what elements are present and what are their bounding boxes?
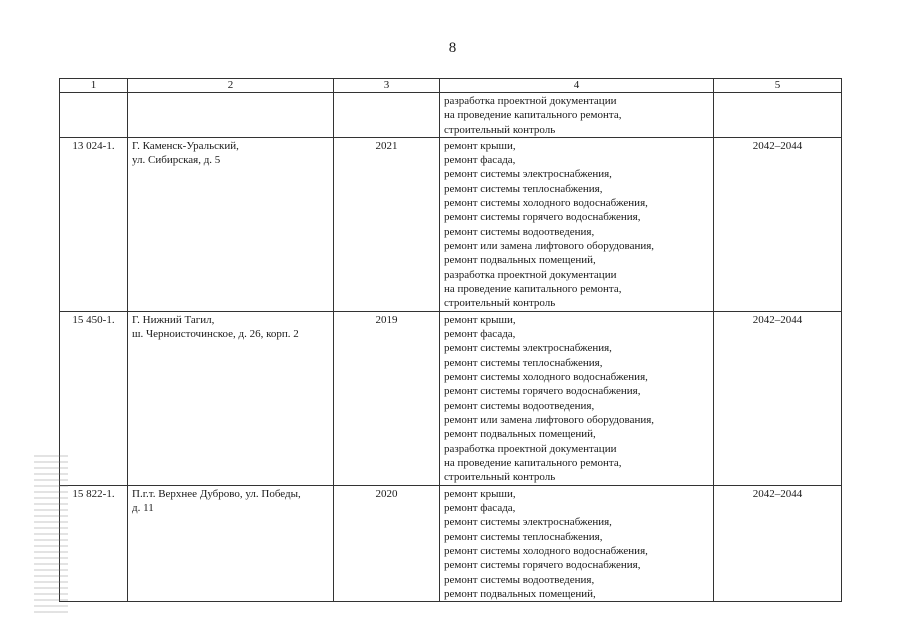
address-line: П.г.т. Верхнее Дуброво, ул. Победы, xyxy=(132,487,301,500)
cell-address xyxy=(128,137,334,311)
page-number: 8 xyxy=(448,40,457,56)
work-item: ремонт системы горячего водоснабжения, xyxy=(444,559,641,572)
cell-number: 13 024-1. xyxy=(60,137,128,311)
column-header-4: 4 xyxy=(440,79,714,93)
work-item: ремонт системы холодного водоснабжения, xyxy=(444,197,648,210)
work-item: ремонт системы водоотведения, xyxy=(444,225,595,238)
table-row xyxy=(60,485,842,601)
column-header-1: 1 xyxy=(60,79,128,93)
work-item: ремонт системы теплоснабжения, xyxy=(444,530,603,543)
work-item: на проведение капитального ремонта, xyxy=(444,109,622,122)
work-item: на проведение капитального ремонта, xyxy=(444,456,622,469)
column-header-5: 5 xyxy=(714,79,842,93)
cell-works xyxy=(440,485,714,601)
cell-period: 2042–2044 xyxy=(714,485,842,601)
cell-works xyxy=(440,93,714,138)
work-item: строительный контроль xyxy=(444,471,556,484)
work-item: ремонт системы теплоснабжения, xyxy=(444,356,603,369)
work-item: ремонт системы холодного водоснабжения, xyxy=(444,545,648,558)
work-item: ремонт подвальных помещений, xyxy=(444,428,596,441)
cell-period: 2042–2044 xyxy=(714,311,842,485)
work-item: на проведение капитального ремонта, xyxy=(444,282,622,295)
work-item: ремонт фасада, xyxy=(444,154,516,167)
column-header-2: 2 xyxy=(128,79,334,93)
work-item: ремонт фасада, xyxy=(444,328,516,341)
work-item: ремонт крыши, xyxy=(444,139,516,152)
table-row xyxy=(60,137,842,311)
work-item: ремонт системы холодного водоснабжения, xyxy=(444,371,648,384)
address-line: ул. Сибирская, д. 5 xyxy=(132,154,221,167)
work-item: ремонт системы электроснабжения, xyxy=(444,342,612,355)
scan-artifact xyxy=(34,455,68,615)
work-item: ремонт подвальных помещений, xyxy=(444,587,596,600)
work-item: ремонт крыши, xyxy=(444,487,516,500)
work-item: ремонт или замена лифтового оборудования, xyxy=(444,239,655,252)
work-item: ремонт фасада, xyxy=(444,502,516,515)
address-line: Г. Каменск-Уральский, xyxy=(132,139,239,152)
repair-schedule-table xyxy=(59,78,842,602)
work-item: разработка проектной документации xyxy=(444,442,617,455)
work-item: ремонт системы горячего водоснабжения, xyxy=(444,385,641,398)
column-header-3: 3 xyxy=(334,79,440,93)
cell-number xyxy=(60,93,128,138)
cell-address xyxy=(128,485,334,601)
cell-works xyxy=(440,311,714,485)
work-item: строительный контроль xyxy=(444,123,556,136)
cell-works xyxy=(440,137,714,311)
work-item: ремонт крыши, xyxy=(444,313,516,326)
work-item: строительный контроль xyxy=(444,297,556,310)
cell-period: 2042–2044 xyxy=(714,137,842,311)
work-item: разработка проектной документации xyxy=(444,268,617,281)
table-header-row xyxy=(60,79,842,93)
cell-address xyxy=(128,93,334,138)
cell-year: 2021 xyxy=(334,137,440,311)
work-item: ремонт или замена лифтового оборудования, xyxy=(444,413,655,426)
address-line: д. 11 xyxy=(132,502,154,515)
cell-period xyxy=(714,93,842,138)
cell-number: 15 822-1. xyxy=(60,485,128,601)
cell-year: 2020 xyxy=(334,485,440,601)
work-item: ремонт подвальных помещений, xyxy=(444,254,596,267)
cell-number: 15 450-1. xyxy=(60,311,128,485)
work-item: ремонт системы горячего водоснабжения, xyxy=(444,211,641,224)
address-line: Г. Нижний Тагил, xyxy=(132,313,215,326)
address-line: ш. Черноисточинское, д. 26, корп. 2 xyxy=(132,328,299,341)
work-item: разработка проектной документации xyxy=(444,95,617,107)
cell-year: 2019 xyxy=(334,311,440,485)
work-item: ремонт системы водоотведения, xyxy=(444,399,595,412)
cell-year xyxy=(334,93,440,138)
work-item: ремонт системы электроснабжения, xyxy=(444,168,612,181)
table-row-continuation xyxy=(60,93,842,138)
work-item: ремонт системы водоотведения, xyxy=(444,573,595,586)
work-item: ремонт системы теплоснабжения, xyxy=(444,182,603,195)
table-row xyxy=(60,311,842,485)
cell-address xyxy=(128,311,334,485)
work-item: ремонт системы электроснабжения, xyxy=(444,516,612,529)
